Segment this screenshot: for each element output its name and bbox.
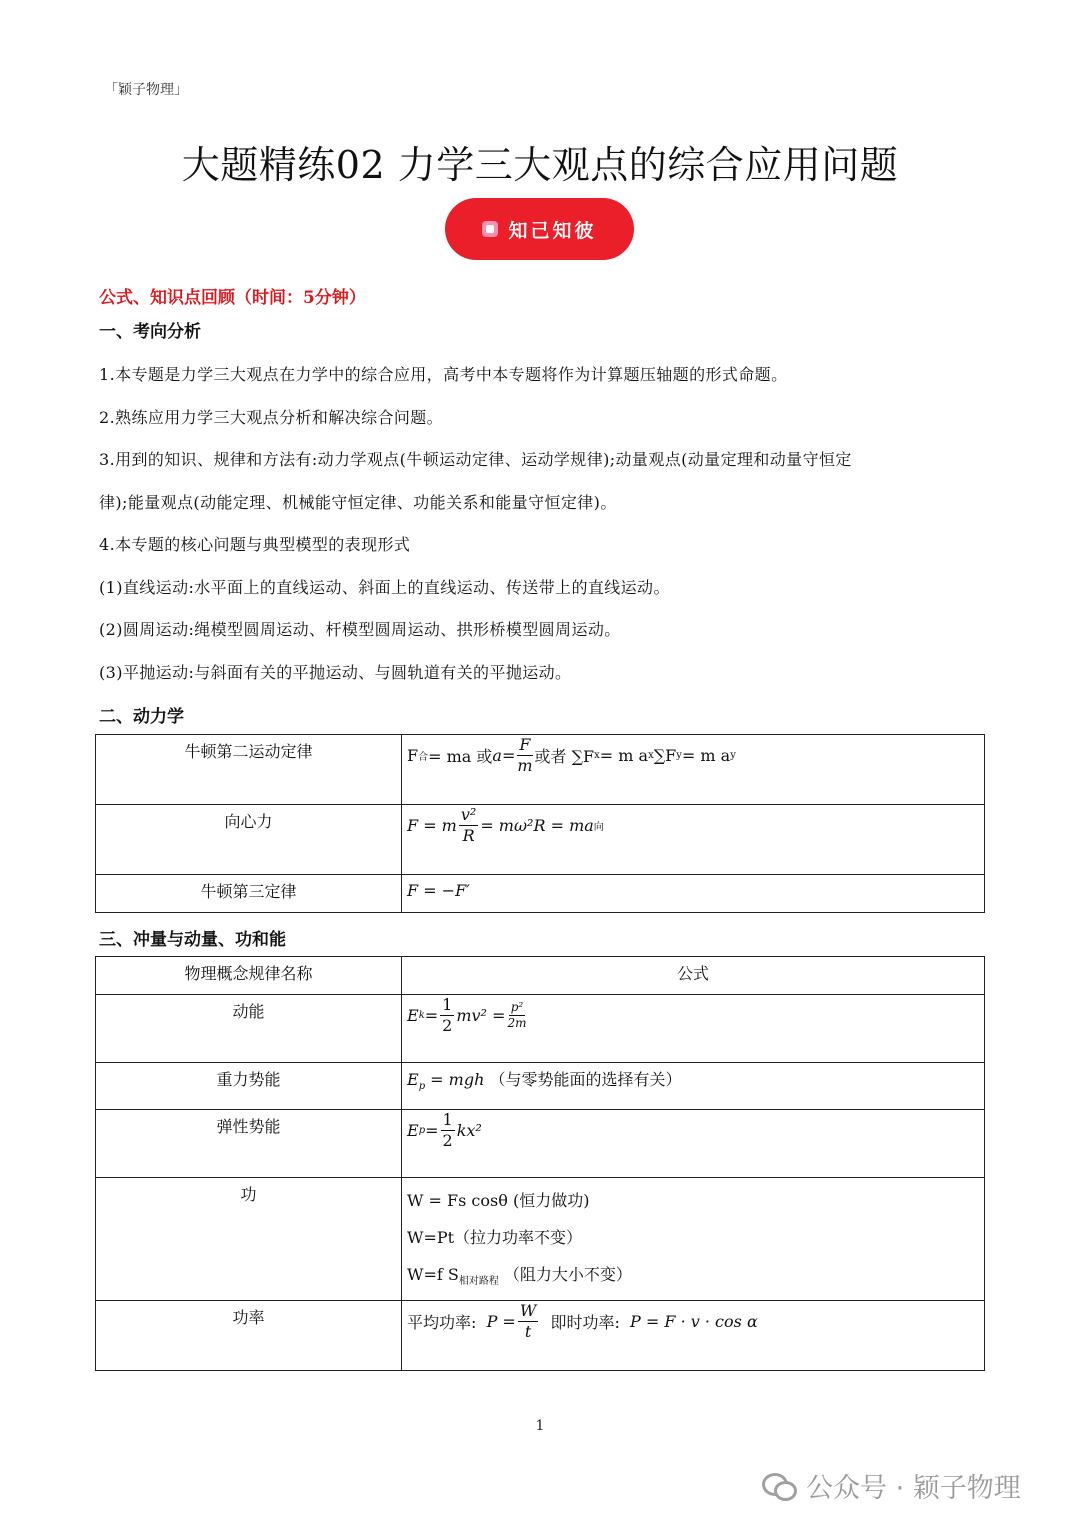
row-name: 向心力 bbox=[96, 805, 402, 875]
row-name: 功率 bbox=[96, 1301, 402, 1371]
watermark bbox=[762, 1466, 1021, 1505]
table-row bbox=[96, 1110, 985, 1178]
table-row bbox=[96, 875, 985, 913]
header-label: 「颖子物理」 bbox=[104, 82, 188, 98]
analysis-line: (1)直线运动:水平面上的直线运动、斜面上的直线运动、传送带上的直线运动。 bbox=[99, 578, 670, 597]
energy-table bbox=[95, 956, 985, 1371]
analysis-line: 律);能量观点(动能定理、机械能守恒定律、功能关系和能量守恒定律)。 bbox=[99, 493, 617, 512]
section1-heading: 一、考向分析 bbox=[99, 322, 201, 342]
table-row bbox=[96, 1301, 985, 1371]
section3-heading: 三、冲量与动量、功和能 bbox=[99, 930, 286, 950]
wechat-icon bbox=[762, 1471, 798, 1501]
page-title: 大题精练02 力学三大观点的综合应用问题 bbox=[181, 143, 899, 187]
analysis-line: 2.熟练应用力学三大观点分析和解决综合问题。 bbox=[99, 408, 444, 427]
badge-label: 知己知彼 bbox=[508, 219, 597, 242]
analysis-line: (3)平抛运动:与斜面有关的平抛运动、与圆轨道有关的平抛运动。 bbox=[99, 663, 572, 682]
newton2-formula: F 合 = ma 或 a = $\frac{F}{m}$ 或者 ∑F x = m a x ∑F y = m a y bbox=[402, 735, 985, 805]
section2-heading: 二、动力学 bbox=[99, 707, 184, 727]
table-row bbox=[96, 1178, 985, 1301]
row-name: 牛顿第三定律 bbox=[96, 875, 402, 913]
table-row bbox=[96, 735, 985, 805]
analysis-line: 3.用到的知识、规律和方法有:动力学观点(牛顿运动定律、运动学规律);动量观点(动量定理和动量守恒定 bbox=[99, 450, 852, 469]
analysis-line: 4.本专题的核心问题与典型模型的表现形式 bbox=[99, 535, 411, 554]
col-header-name: 物理概念规律名称 bbox=[96, 957, 402, 995]
table-row bbox=[96, 1063, 985, 1110]
kinetic-energy-formula: E k = $\frac{1}{2}$ mv² = $\frac{\text{p²}}{2m}$ bbox=[402, 995, 985, 1063]
badge-icon bbox=[482, 221, 498, 237]
row-name: 牛顿第二运动定律 bbox=[96, 735, 402, 805]
power-formula: 平均功率: P = $\frac{W}{t}$ 即时功率: P = F · v · cos α bbox=[402, 1301, 985, 1371]
centripetal-formula: F = m $\frac{\text{v²}}{R}$ = mω²R = ma 向 bbox=[402, 805, 985, 875]
row-name: 弹性势能 bbox=[96, 1110, 402, 1178]
elastic-pe-formula: E p = $\frac{1}{2}$ kx² bbox=[402, 1110, 985, 1178]
page-number: 1 bbox=[535, 1418, 545, 1434]
work-formula: W = Fs cosθ (恒力做功) W=Pt（拉力功率不变） W=f $S_{相对路程}$ （阻力大小不变） bbox=[402, 1178, 985, 1301]
review-heading: 公式、知识点回顾（时间：5分钟） bbox=[99, 288, 366, 308]
col-header-formula: 公式 bbox=[402, 957, 985, 995]
table-header bbox=[96, 957, 985, 995]
row-name: 功 bbox=[96, 1178, 402, 1301]
row-name: 重力势能 bbox=[96, 1063, 402, 1110]
row-name: 动能 bbox=[96, 995, 402, 1063]
table-row bbox=[96, 805, 985, 875]
analysis-line: 1.本专题是力学三大观点在力学中的综合应用，高考中本专题将作为计算题压轴题的形式命题。 bbox=[99, 365, 788, 384]
zhiji-badge bbox=[445, 198, 634, 260]
newton3-formula: F = −F′ bbox=[402, 875, 985, 913]
gravity-pe-formula: $E_p$ = mgh （与零势能面的选择有关） bbox=[402, 1063, 985, 1110]
watermark-label: 公众号 · 颖子物理 bbox=[806, 1473, 1021, 1504]
analysis-line: (2)圆周运动:绳模型圆周运动、杆模型圆周运动、拱形桥模型圆周运动。 bbox=[99, 620, 621, 639]
dynamics-table bbox=[95, 734, 985, 913]
table-row bbox=[96, 995, 985, 1063]
